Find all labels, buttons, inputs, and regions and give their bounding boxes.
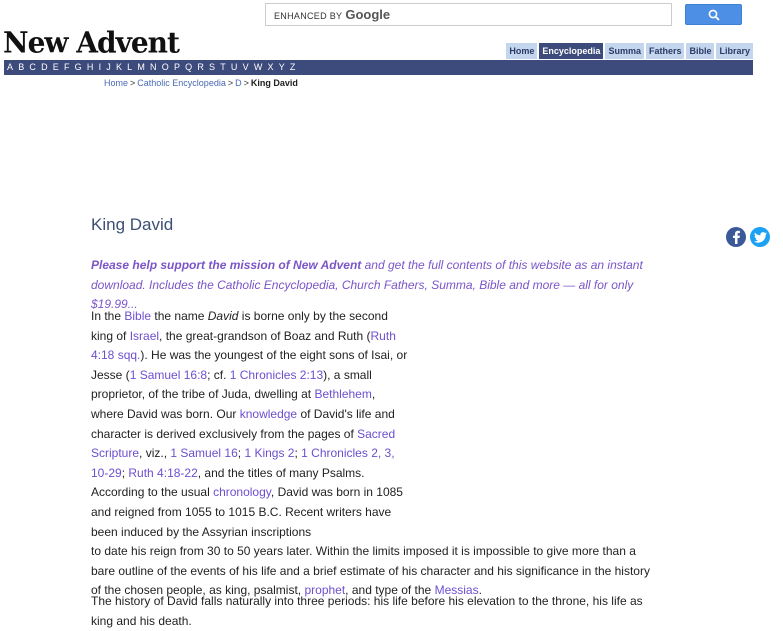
letter-y[interactable]: Y <box>278 62 285 72</box>
letter-q[interactable]: Q <box>185 62 193 72</box>
letter-o[interactable]: O <box>161 62 169 72</box>
facebook-icon <box>731 230 741 244</box>
letter-g[interactable]: G <box>74 62 82 72</box>
article-paragraph: to date his reign from 30 to 50 years later. Within the limits imposed it is impossible to give more than a bare outline of the events of his life and a brief estimate of his character and his significance in the history of the chosen people, as king, psalmist, prophet, and type of the Messias. <box>91 544 650 598</box>
link-israel[interactable]: Israel <box>129 328 160 343</box>
letter-s[interactable]: S <box>209 62 216 72</box>
link-sacred-scripture[interactable]: Sacred Scripture <box>91 426 396 461</box>
breadcrumb-separator: > <box>130 78 136 88</box>
site-search <box>265 3 672 26</box>
support-notice[interactable] <box>91 256 671 315</box>
letter-d[interactable]: D <box>41 62 48 72</box>
twitter-share-button[interactable] <box>750 227 770 247</box>
nav-library[interactable]: Library <box>716 43 753 59</box>
share-buttons <box>726 227 770 247</box>
link-ruth[interactable]: Ruth 4:18 sqq. <box>91 328 396 363</box>
link-ruth-4[interactable]: Ruth 4:18-22 <box>128 465 198 480</box>
breadcrumb-separator: > <box>227 78 234 88</box>
breadcrumb-letter[interactable]: D <box>235 78 242 88</box>
link-1-kings[interactable]: 1 Kings 2 <box>244 446 295 461</box>
letter-j[interactable]: J <box>106 62 111 72</box>
letter-w[interactable]: W <box>253 62 263 72</box>
article-paragraph-cutoff: The history of David falls naturally into three periods: his life before his elevation to the throne, his life as king and his death. <box>91 594 643 628</box>
page-title: King David <box>91 215 174 234</box>
search-icon <box>708 9 720 21</box>
letter-h[interactable]: H <box>86 62 94 72</box>
david-emphasis: David <box>207 309 239 323</box>
support-notice-text: and get the full contents of this website as an instant download. Includes the Catholic Encyclopedia, Church Fathers, Summa, Bible and more — all for only $19.99... <box>91 258 643 311</box>
link-1-samuel[interactable]: 1 Samuel 16:8 <box>129 367 208 382</box>
link-1-chronicles[interactable]: 1 Chronicles 2:13 <box>229 367 324 382</box>
letter-u[interactable]: U <box>230 62 238 72</box>
facebook-share-button[interactable] <box>726 227 746 247</box>
letter-z[interactable]: Z <box>289 62 296 72</box>
letter-f[interactable]: F <box>63 62 70 72</box>
link-bible[interactable]: Bible <box>124 309 152 323</box>
letter-m[interactable]: M <box>137 62 145 72</box>
search-button[interactable] <box>685 4 742 25</box>
link-prophet[interactable]: prophet <box>304 583 346 598</box>
site-logo[interactable]: New Advent <box>3 25 179 60</box>
link-1-samuel-16[interactable]: 1 Samuel 16 <box>170 446 238 461</box>
link-chronology[interactable]: chronology <box>213 485 271 500</box>
breadcrumb-current: King David <box>250 78 298 88</box>
nav-home[interactable]: Home <box>506 43 537 59</box>
breadcrumb-home[interactable]: Home <box>104 78 129 88</box>
search-brand: ENHANCED BY Google <box>274 7 391 22</box>
letter-p[interactable]: P <box>173 62 180 72</box>
nav-encyclopedia[interactable]: Encyclopedia <box>539 43 603 59</box>
letter-k[interactable]: K <box>115 62 122 72</box>
letter-t[interactable]: T <box>220 62 226 72</box>
letter-v[interactable]: V <box>242 62 249 72</box>
breadcrumb-encyclopedia[interactable]: Catholic Encyclopedia <box>137 78 226 88</box>
article-paragraph: In the Bible the name David is borne only by the second king of Israel, the great-grandson of Boaz and Ruth (Ruth 4:18 sqq.). He was the youngest of the eight sons of Isai, or Jesse (1 Samuel 16:8; cf. 1 Chronicles 2:13), a small proprietor, of the tribe of Juda, dwelling at Bethlehem, where David was born. Our knowledge of David's life and character is derived exclusively from the pages of Sacred Scripture, viz., 1 Samuel 16; 1 Kings 2; 1 Chronicles 2, 3, 10-29; Ruth 4:18-22, and the titles of many Psalms. According to the usual chronology, David was born in 1085 and reigned from 1055 to 1015 B.C. Recent writers have been induced by the Assyrian inscriptions <box>91 309 408 539</box>
letter-x[interactable]: X <box>267 62 274 72</box>
twitter-icon <box>754 232 767 243</box>
letter-i[interactable]: I <box>98 62 102 72</box>
nav-fathers[interactable]: Fathers <box>646 43 685 59</box>
letter-b[interactable]: B <box>18 62 25 72</box>
breadcrumb-separator: > <box>243 78 249 88</box>
link-knowledge[interactable]: knowledge <box>239 406 298 421</box>
alphabet-bar <box>4 60 753 75</box>
letter-c[interactable]: C <box>29 62 36 72</box>
top-nav <box>506 43 753 59</box>
letter-a[interactable]: A <box>7 62 14 72</box>
letter-e[interactable]: E <box>52 62 59 72</box>
letter-l[interactable]: L <box>127 62 133 72</box>
nav-summa[interactable]: Summa <box>605 43 644 59</box>
search-input[interactable] <box>390 5 671 25</box>
link-1-chronicles-2[interactable]: 1 Chronicles 2, 3, 10-29 <box>91 446 395 480</box>
letter-n[interactable]: N <box>150 62 157 72</box>
breadcrumb <box>104 78 298 88</box>
support-notice-bold: Please help support the mission of New Advent <box>91 258 362 272</box>
nav-bible[interactable]: Bible <box>686 43 714 59</box>
link-messias[interactable]: Messias <box>434 583 479 598</box>
letter-r[interactable]: R <box>197 62 204 72</box>
link-bethlehem[interactable]: Bethlehem <box>314 387 372 402</box>
